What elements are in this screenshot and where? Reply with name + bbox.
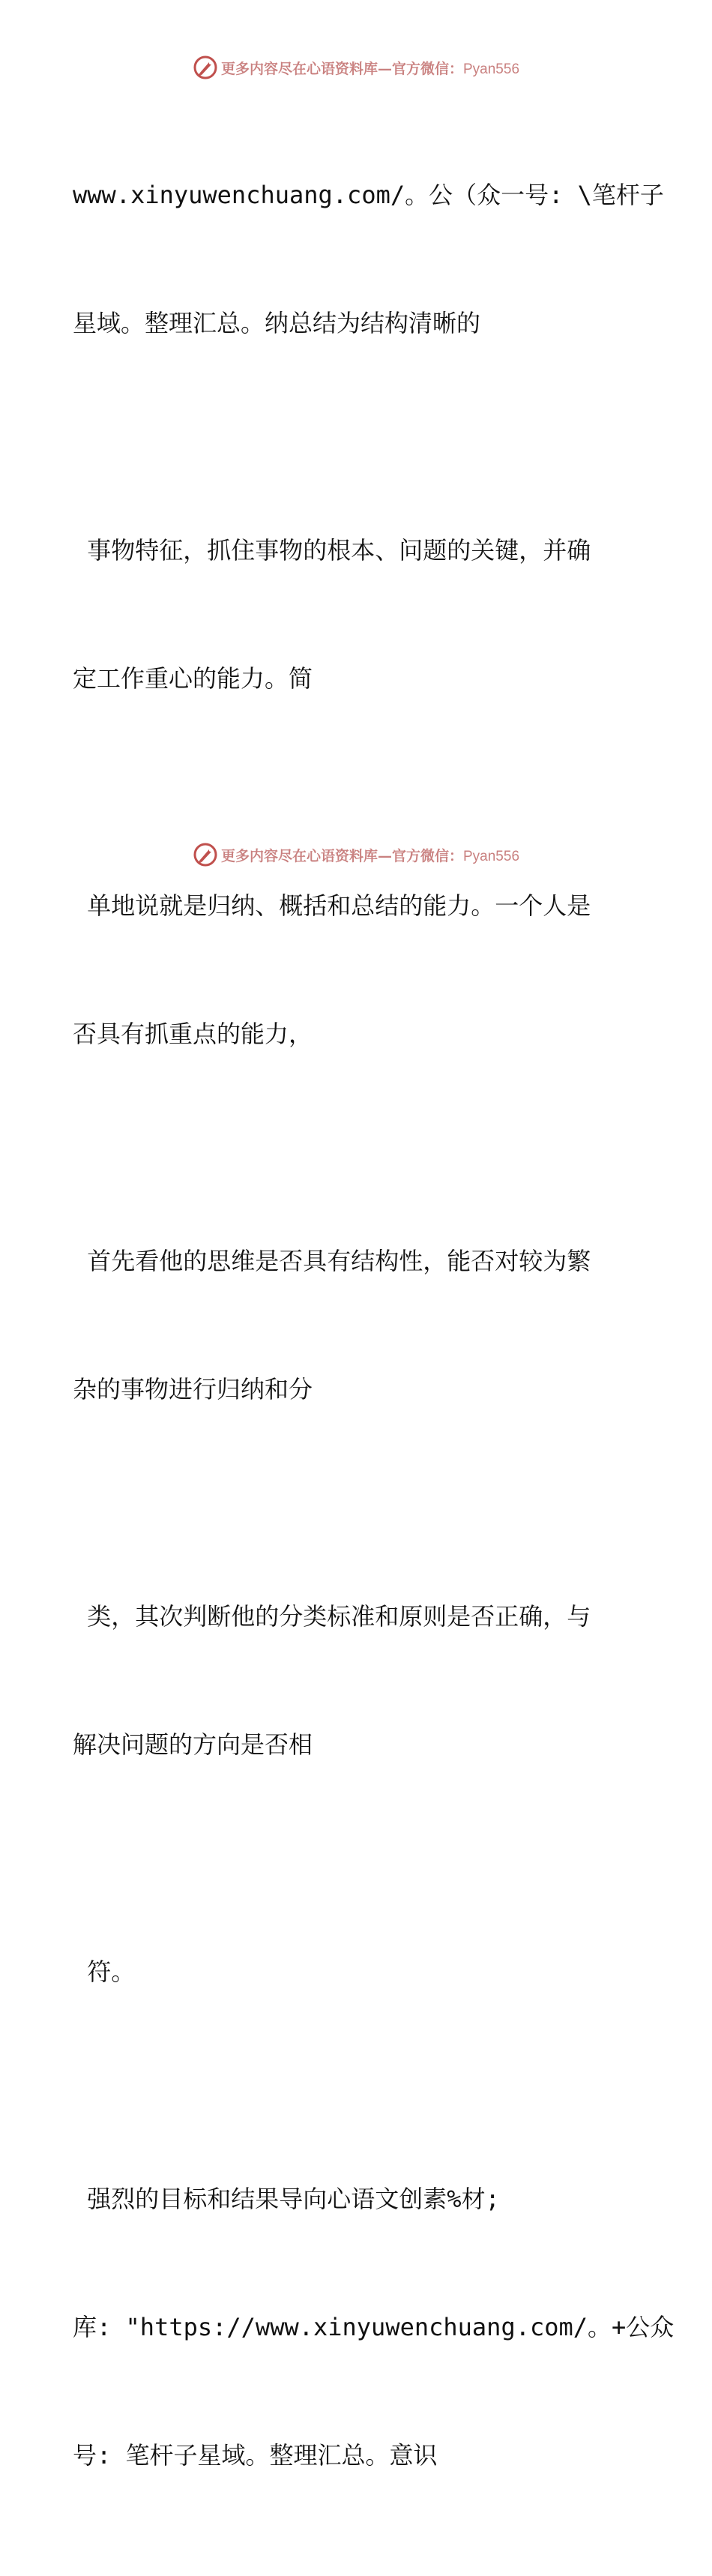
- header-watermark-banner: [0, 51, 712, 84]
- footer-watermark-text: 更多内容尽在心语资料库—官方微信：Pyan556: [220, 847, 520, 864]
- text-line: 星域。整理汇总。纳总结为结构清晰的: [73, 309, 481, 337]
- paragraph: [73, 88, 664, 430]
- text-line: 库: "https://www.xinyuwenchuang.com/。+公众: [73, 2313, 675, 2341]
- text-line: 事物特征，抓住事物的根本、问题的关键，并确: [73, 536, 591, 565]
- text-line: 定工作重心的能力。简: [73, 664, 313, 693]
- text-line: 类，其次判断他的分类标准和原则是否正确，与: [73, 1602, 591, 1631]
- paragraph: [73, 1510, 642, 1852]
- paragraph: [73, 1865, 642, 2079]
- text-line: 否具有抓重点的能力，: [73, 1020, 313, 1048]
- text-line: 号: 笔杆子星域。整理汇总。意识: [73, 2441, 438, 2470]
- text-line: 单地说就是归纳、概括和总结的能力。一个人是: [73, 891, 591, 920]
- text-line: www.xinyuwenchuang.com/。公（众一号: \笔杆子: [73, 181, 664, 209]
- text-line: 解决问题的方向是否相: [73, 1730, 313, 1759]
- footer-watermark-banner: [0, 838, 712, 871]
- document-body: [73, 88, 675, 2576]
- header-watermark-text: 更多内容尽在心语资料库—官方微信：Pyan556: [220, 60, 520, 77]
- text-line: 首先看他的思维是否具有结构性，能否对较为繁: [73, 1247, 591, 1275]
- paragraph: [73, 444, 642, 786]
- pen-seal-logo-icon: [193, 842, 218, 867]
- text-line: 符。: [73, 1957, 136, 1986]
- pen-seal-logo-icon: [193, 55, 218, 80]
- paragraph: [73, 2092, 675, 2563]
- paragraph: [73, 1155, 642, 1496]
- text-line: 杂的事物进行归纳和分: [73, 1375, 313, 1403]
- text-line: 强烈的目标和结果导向心语文创素%材;: [73, 2185, 500, 2213]
